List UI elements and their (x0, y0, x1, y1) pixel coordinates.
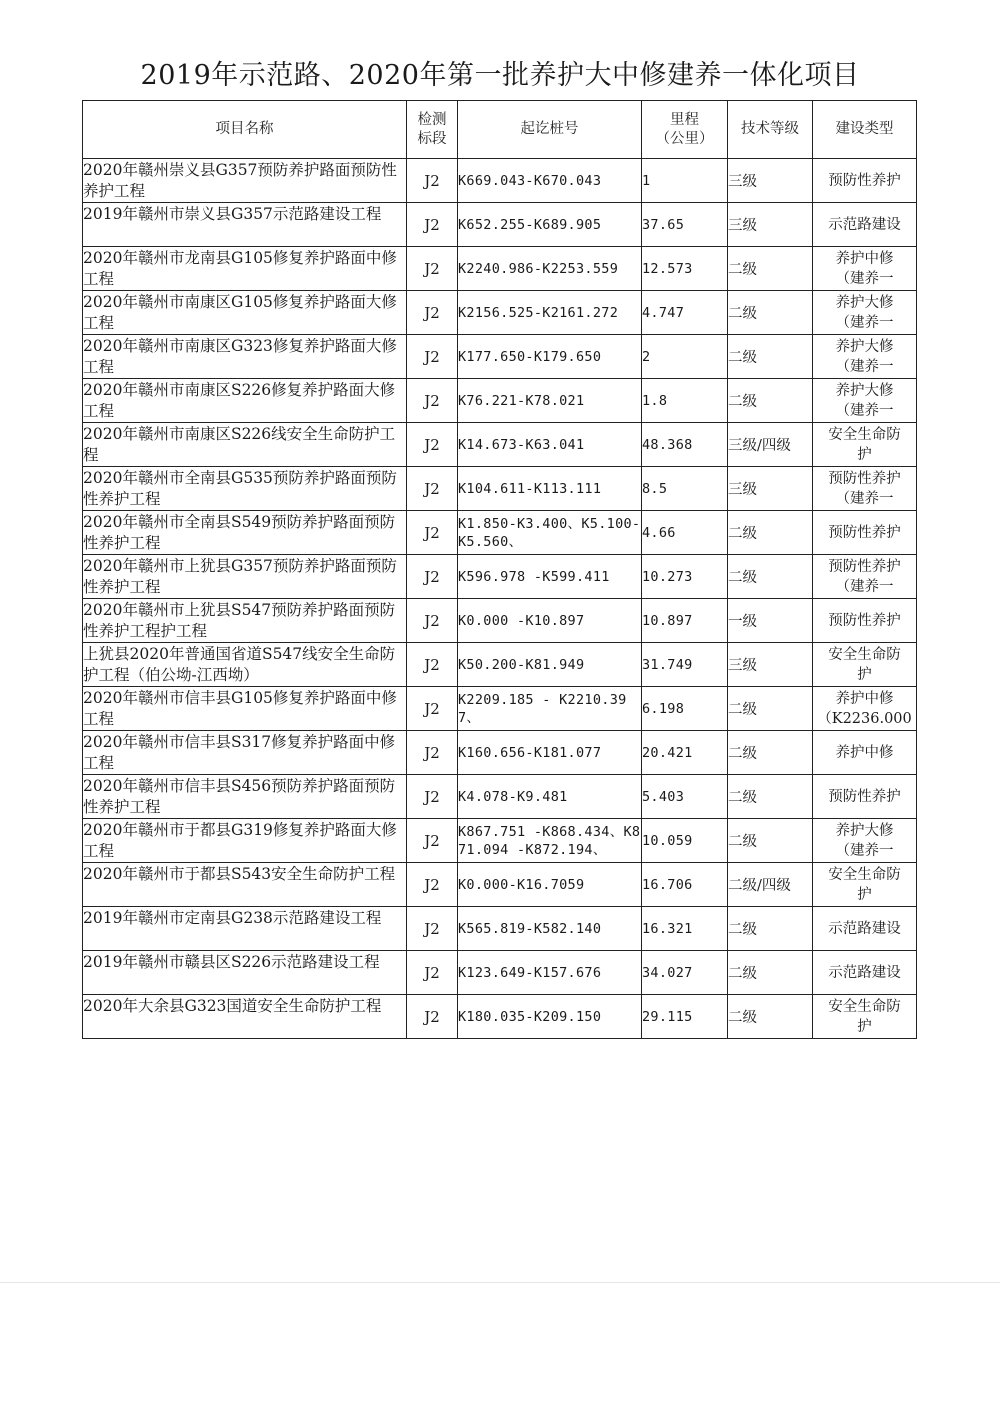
segment-cell: J2 (407, 863, 458, 907)
project-name-cell-text: 2020年赣州市于都县S543安全生命防护工程 (83, 865, 396, 883)
table-row (83, 467, 917, 511)
construction-type-cell-text: 预防性养护 (828, 788, 901, 805)
project-name-cell-text: 2020年赣州市信丰县G105修复养护路面中修工程 (83, 689, 397, 728)
project-name-cell-text: 2020年大余县G323国道安全生命防护工程 (83, 997, 382, 1015)
tech-grade-cell: 二级 (728, 511, 813, 555)
stake-range-cell (458, 775, 642, 819)
table-row (83, 687, 917, 731)
page-title: 2019年示范路、2020年第一批养护大中修建养一体化项目 (140, 60, 860, 91)
construction-type-cell-text: 预防性养护 （建养一 (828, 470, 901, 507)
segment-cell: J2 (407, 247, 458, 291)
mileage-cell: 31.749 (642, 643, 728, 687)
construction-type-cell-text: 示范路建设 (828, 920, 901, 937)
project-name-cell (83, 291, 407, 335)
project-name-cell-text: 2020年赣州市信丰县S456预防养护路面预防性养护工程 (83, 777, 396, 816)
project-name-cell-text: 2019年赣州市赣县区S226示范路建设工程 (83, 953, 380, 971)
construction-type-cell-text: 养护大修 （建养一 (835, 338, 894, 375)
stake-range-cell-text: K565.819-K582.140 (458, 920, 602, 937)
construction-type-cell-text: 预防性养护 (828, 524, 901, 541)
table-row (83, 819, 917, 863)
stake-range-cell (458, 731, 642, 775)
construction-type-cell-text: 预防性养护 (828, 612, 901, 629)
segment-cell: J2 (407, 731, 458, 775)
table-row (83, 203, 917, 247)
segment-cell: J2 (407, 467, 458, 511)
construction-type-cell (813, 643, 917, 687)
construction-type-cell (813, 819, 917, 863)
project-name-cell (83, 423, 407, 467)
mileage-cell: 20.421 (642, 731, 728, 775)
tech-grade-cell: 二级 (728, 775, 813, 819)
stake-range-cell-text: K2156.525-K2161.272 (458, 304, 619, 321)
stake-range-cell (458, 951, 642, 995)
project-name-cell (83, 555, 407, 599)
segment-cell: J2 (407, 819, 458, 863)
segment-cell: J2 (407, 643, 458, 687)
project-name-cell (83, 643, 407, 687)
stake-range-cell-text: K160.656-K181.077 (458, 744, 602, 761)
stake-range-cell-text: K2240.986-K2253.559 (458, 260, 619, 277)
stake-range-cell-text: K104.611-K113.111 (458, 480, 602, 497)
stake-range-cell (458, 335, 642, 379)
construction-type-cell-text: 预防性养护 （建养一 (828, 558, 901, 595)
tech-grade-cell: 三级 (728, 643, 813, 687)
tech-grade-cell: 二级 (728, 951, 813, 995)
project-name-cell (83, 335, 407, 379)
tech-grade-cell: 二级 (728, 995, 813, 1039)
project-name-cell-text: 2020年赣州市上犹县S547预防养护路面预防性养护工程护工程 (83, 601, 396, 640)
segment-cell: J2 (407, 511, 458, 555)
table-row (83, 643, 917, 687)
header-inspection-segment: 检测 标段 (407, 101, 458, 159)
stake-range-cell (458, 467, 642, 511)
stake-range-cell (458, 907, 642, 951)
stake-range-cell-text: K14.673-K63.041 (458, 436, 585, 453)
table-row (83, 731, 917, 775)
table-row (83, 335, 917, 379)
table-row (83, 599, 917, 643)
stake-range-cell (458, 291, 642, 335)
mileage-cell: 8.5 (642, 467, 728, 511)
segment-cell: J2 (407, 159, 458, 203)
project-name-cell (83, 951, 407, 995)
construction-type-cell (813, 335, 917, 379)
projects-table (82, 100, 917, 1039)
tech-grade-cell: 二级 (728, 731, 813, 775)
tech-grade-cell: 二级 (728, 379, 813, 423)
construction-type-cell (813, 951, 917, 995)
project-name-cell-text: 2019年赣州市定南县G238示范路建设工程 (83, 909, 382, 927)
stake-range-cell (458, 995, 642, 1039)
stake-range-cell (458, 863, 642, 907)
table-row (83, 423, 917, 467)
project-name-cell (83, 687, 407, 731)
construction-type-cell-text: 示范路建设 (828, 964, 901, 981)
project-name-cell-text: 2020年赣州市南康区S226线安全生命防护工程 (83, 425, 396, 464)
page-fold-line (0, 1282, 1000, 1283)
header-construction-type: 建设类型 (813, 101, 917, 159)
stake-range-cell-text: K123.649-K157.676 (458, 964, 602, 981)
mileage-cell: 1 (642, 159, 728, 203)
project-name-cell (83, 775, 407, 819)
construction-type-cell (813, 511, 917, 555)
stake-range-cell-text: K0.000-K16.7059 (458, 876, 585, 893)
construction-type-cell-text: 示范路建设 (828, 216, 901, 233)
construction-type-cell-text: 安全生命防 护 (828, 426, 901, 463)
stake-range-cell-text: K669.043-K670.043 (458, 172, 602, 189)
mileage-cell: 34.027 (642, 951, 728, 995)
project-name-cell-text: 2020年赣州市全南县S549预防养护路面预防性养护工程 (83, 513, 396, 552)
stake-range-cell (458, 599, 642, 643)
project-name-cell-text: 2020年赣州市信丰县S317修复养护路面中修工程 (83, 733, 396, 772)
project-name-cell (83, 819, 407, 863)
stake-range-cell-text: K180.035-K209.150 (458, 1008, 602, 1025)
mileage-cell: 10.273 (642, 555, 728, 599)
stake-range-cell-text: K177.650-K179.650 (458, 348, 602, 365)
construction-type-cell-text: 安全生命防 护 (828, 998, 901, 1035)
stake-range-cell-text: K4.078-K9.481 (458, 788, 568, 805)
segment-cell: J2 (407, 423, 458, 467)
project-name-cell-text: 2020年赣州市全南县G535预防养护路面预防性养护工程 (83, 469, 397, 508)
construction-type-cell-text: 养护中修 (835, 744, 894, 761)
tech-grade-cell: 三级/四级 (728, 423, 813, 467)
project-name-cell-text: 2020年赣州市于都县G319修复养护路面大修工程 (83, 821, 397, 860)
table-row (83, 995, 917, 1039)
project-name-cell-text: 2020年赣州市龙南县G105修复养护路面中修工程 (83, 249, 397, 288)
project-name-cell-text: 2020年赣州市上犹县G357预防养护路面预防性养护工程 (83, 557, 397, 596)
tech-grade-cell: 一级 (728, 599, 813, 643)
mileage-cell: 4.747 (642, 291, 728, 335)
project-name-cell-text: 2020年赣州市南康区S226修复养护路面大修工程 (83, 381, 396, 420)
stake-range-cell (458, 423, 642, 467)
construction-type-cell (813, 555, 917, 599)
stake-range-cell (458, 203, 642, 247)
tech-grade-cell: 二级/四级 (728, 863, 813, 907)
stake-range-cell-text: K652.255-K689.905 (458, 216, 602, 233)
mileage-cell: 16.321 (642, 907, 728, 951)
mileage-cell: 10.897 (642, 599, 728, 643)
construction-type-cell (813, 687, 917, 731)
project-name-cell-text: 2019年赣州市崇义县G357示范路建设工程 (83, 205, 382, 223)
tech-grade-cell: 三级 (728, 467, 813, 511)
segment-cell: J2 (407, 907, 458, 951)
construction-type-cell (813, 907, 917, 951)
construction-type-cell-text: 安全生命防 护 (828, 646, 901, 683)
stake-range-cell (458, 643, 642, 687)
segment-cell: J2 (407, 951, 458, 995)
mileage-cell: 48.368 (642, 423, 728, 467)
table-row (83, 291, 917, 335)
mileage-cell: 5.403 (642, 775, 728, 819)
stake-range-cell (458, 819, 642, 863)
segment-cell: J2 (407, 599, 458, 643)
mileage-cell: 2 (642, 335, 728, 379)
tech-grade-cell: 二级 (728, 247, 813, 291)
project-name-cell-text: 上犹县2020年普通国省道S547线安全生命防护工程（伯公坳-江西坳） (83, 645, 396, 684)
construction-type-cell (813, 203, 917, 247)
construction-type-cell-text: 养护中修 （建养一 (835, 250, 894, 287)
header-mileage: 里程 （公里） (642, 101, 728, 159)
construction-type-cell-text: 养护大修 （建养一 (835, 822, 894, 859)
segment-cell: J2 (407, 335, 458, 379)
tech-grade-cell: 二级 (728, 291, 813, 335)
construction-type-cell (813, 995, 917, 1039)
segment-cell: J2 (407, 203, 458, 247)
header-stake-range: 起讫桩号 (458, 101, 642, 159)
construction-type-cell (813, 379, 917, 423)
tech-grade-cell: 二级 (728, 335, 813, 379)
mileage-cell: 10.059 (642, 819, 728, 863)
stake-range-cell-text: K76.221-K78.021 (458, 392, 585, 409)
table-row (83, 379, 917, 423)
construction-type-cell (813, 247, 917, 291)
stake-range-cell (458, 555, 642, 599)
segment-cell: J2 (407, 291, 458, 335)
stake-range-cell (458, 247, 642, 291)
table-row (83, 775, 917, 819)
mileage-cell: 29.115 (642, 995, 728, 1039)
mileage-cell: 4.66 (642, 511, 728, 555)
project-name-cell (83, 995, 407, 1039)
table-row (83, 511, 917, 555)
project-name-cell-text: 2020年赣州崇义县G357预防养护路面预防性养护工程 (83, 161, 397, 200)
project-name-cell (83, 467, 407, 511)
construction-type-cell-text: 安全生命防 护 (828, 866, 901, 903)
stake-range-cell-text: K2209.185 - K2210.397、 (458, 691, 627, 726)
construction-type-cell (813, 731, 917, 775)
mileage-cell: 37.65 (642, 203, 728, 247)
construction-type-cell-text: 养护大修 （建养一 (835, 294, 894, 331)
tech-grade-cell: 三级 (728, 203, 813, 247)
tech-grade-cell: 二级 (728, 907, 813, 951)
table-body (83, 159, 917, 1039)
project-name-cell (83, 599, 407, 643)
construction-type-cell (813, 423, 917, 467)
segment-cell: J2 (407, 687, 458, 731)
stake-range-cell (458, 379, 642, 423)
header-tech-grade: 技术等级 (728, 101, 813, 159)
segment-cell: J2 (407, 379, 458, 423)
segment-cell: J2 (407, 555, 458, 599)
mileage-cell: 1.8 (642, 379, 728, 423)
stake-range-cell (458, 687, 642, 731)
table-row (83, 907, 917, 951)
project-name-cell-text: 2020年赣州市南康区G323修复养护路面大修工程 (83, 337, 397, 376)
stake-range-cell-text: K0.000 -K10.897 (458, 612, 585, 629)
mileage-cell: 6.198 (642, 687, 728, 731)
project-name-cell (83, 247, 407, 291)
project-name-cell (83, 731, 407, 775)
project-name-cell (83, 159, 407, 203)
tech-grade-cell: 二级 (728, 687, 813, 731)
table-row (83, 863, 917, 907)
header-project-name: 项目名称 (83, 101, 407, 159)
stake-range-cell-text: K1.850-K3.400、K5.100- K5.560、 (458, 515, 641, 550)
table-row (83, 951, 917, 995)
tech-grade-cell: 二级 (728, 555, 813, 599)
table-header-row (83, 101, 917, 159)
construction-type-cell (813, 775, 917, 819)
stake-range-cell-text: K596.978 -K599.411 (458, 568, 610, 585)
segment-cell: J2 (407, 995, 458, 1039)
table-row (83, 159, 917, 203)
construction-type-cell (813, 599, 917, 643)
stake-range-cell-text: K50.200-K81.949 (458, 656, 585, 673)
project-name-cell (83, 379, 407, 423)
stake-range-cell (458, 159, 642, 203)
construction-type-cell (813, 863, 917, 907)
segment-cell: J2 (407, 775, 458, 819)
construction-type-cell (813, 291, 917, 335)
construction-type-cell-text: 养护大修 （建养一 (835, 382, 894, 419)
mileage-cell: 12.573 (642, 247, 728, 291)
construction-type-cell-text: 预防性养护 (828, 172, 901, 189)
tech-grade-cell: 三级 (728, 159, 813, 203)
mileage-cell: 16.706 (642, 863, 728, 907)
project-name-cell (83, 863, 407, 907)
project-name-cell (83, 511, 407, 555)
project-name-cell (83, 907, 407, 951)
construction-type-cell-text: 养护中修 （K2236.000 (817, 690, 912, 727)
construction-type-cell (813, 159, 917, 203)
construction-type-cell (813, 467, 917, 511)
stake-range-cell-text: K867.751 -K868.434、K871.094 -K872.194、 (458, 823, 641, 858)
project-name-cell (83, 203, 407, 247)
project-name-cell-text: 2020年赣州市南康区G105修复养护路面大修工程 (83, 293, 397, 332)
table-row (83, 555, 917, 599)
stake-range-cell (458, 511, 642, 555)
table-row (83, 247, 917, 291)
tech-grade-cell: 二级 (728, 819, 813, 863)
